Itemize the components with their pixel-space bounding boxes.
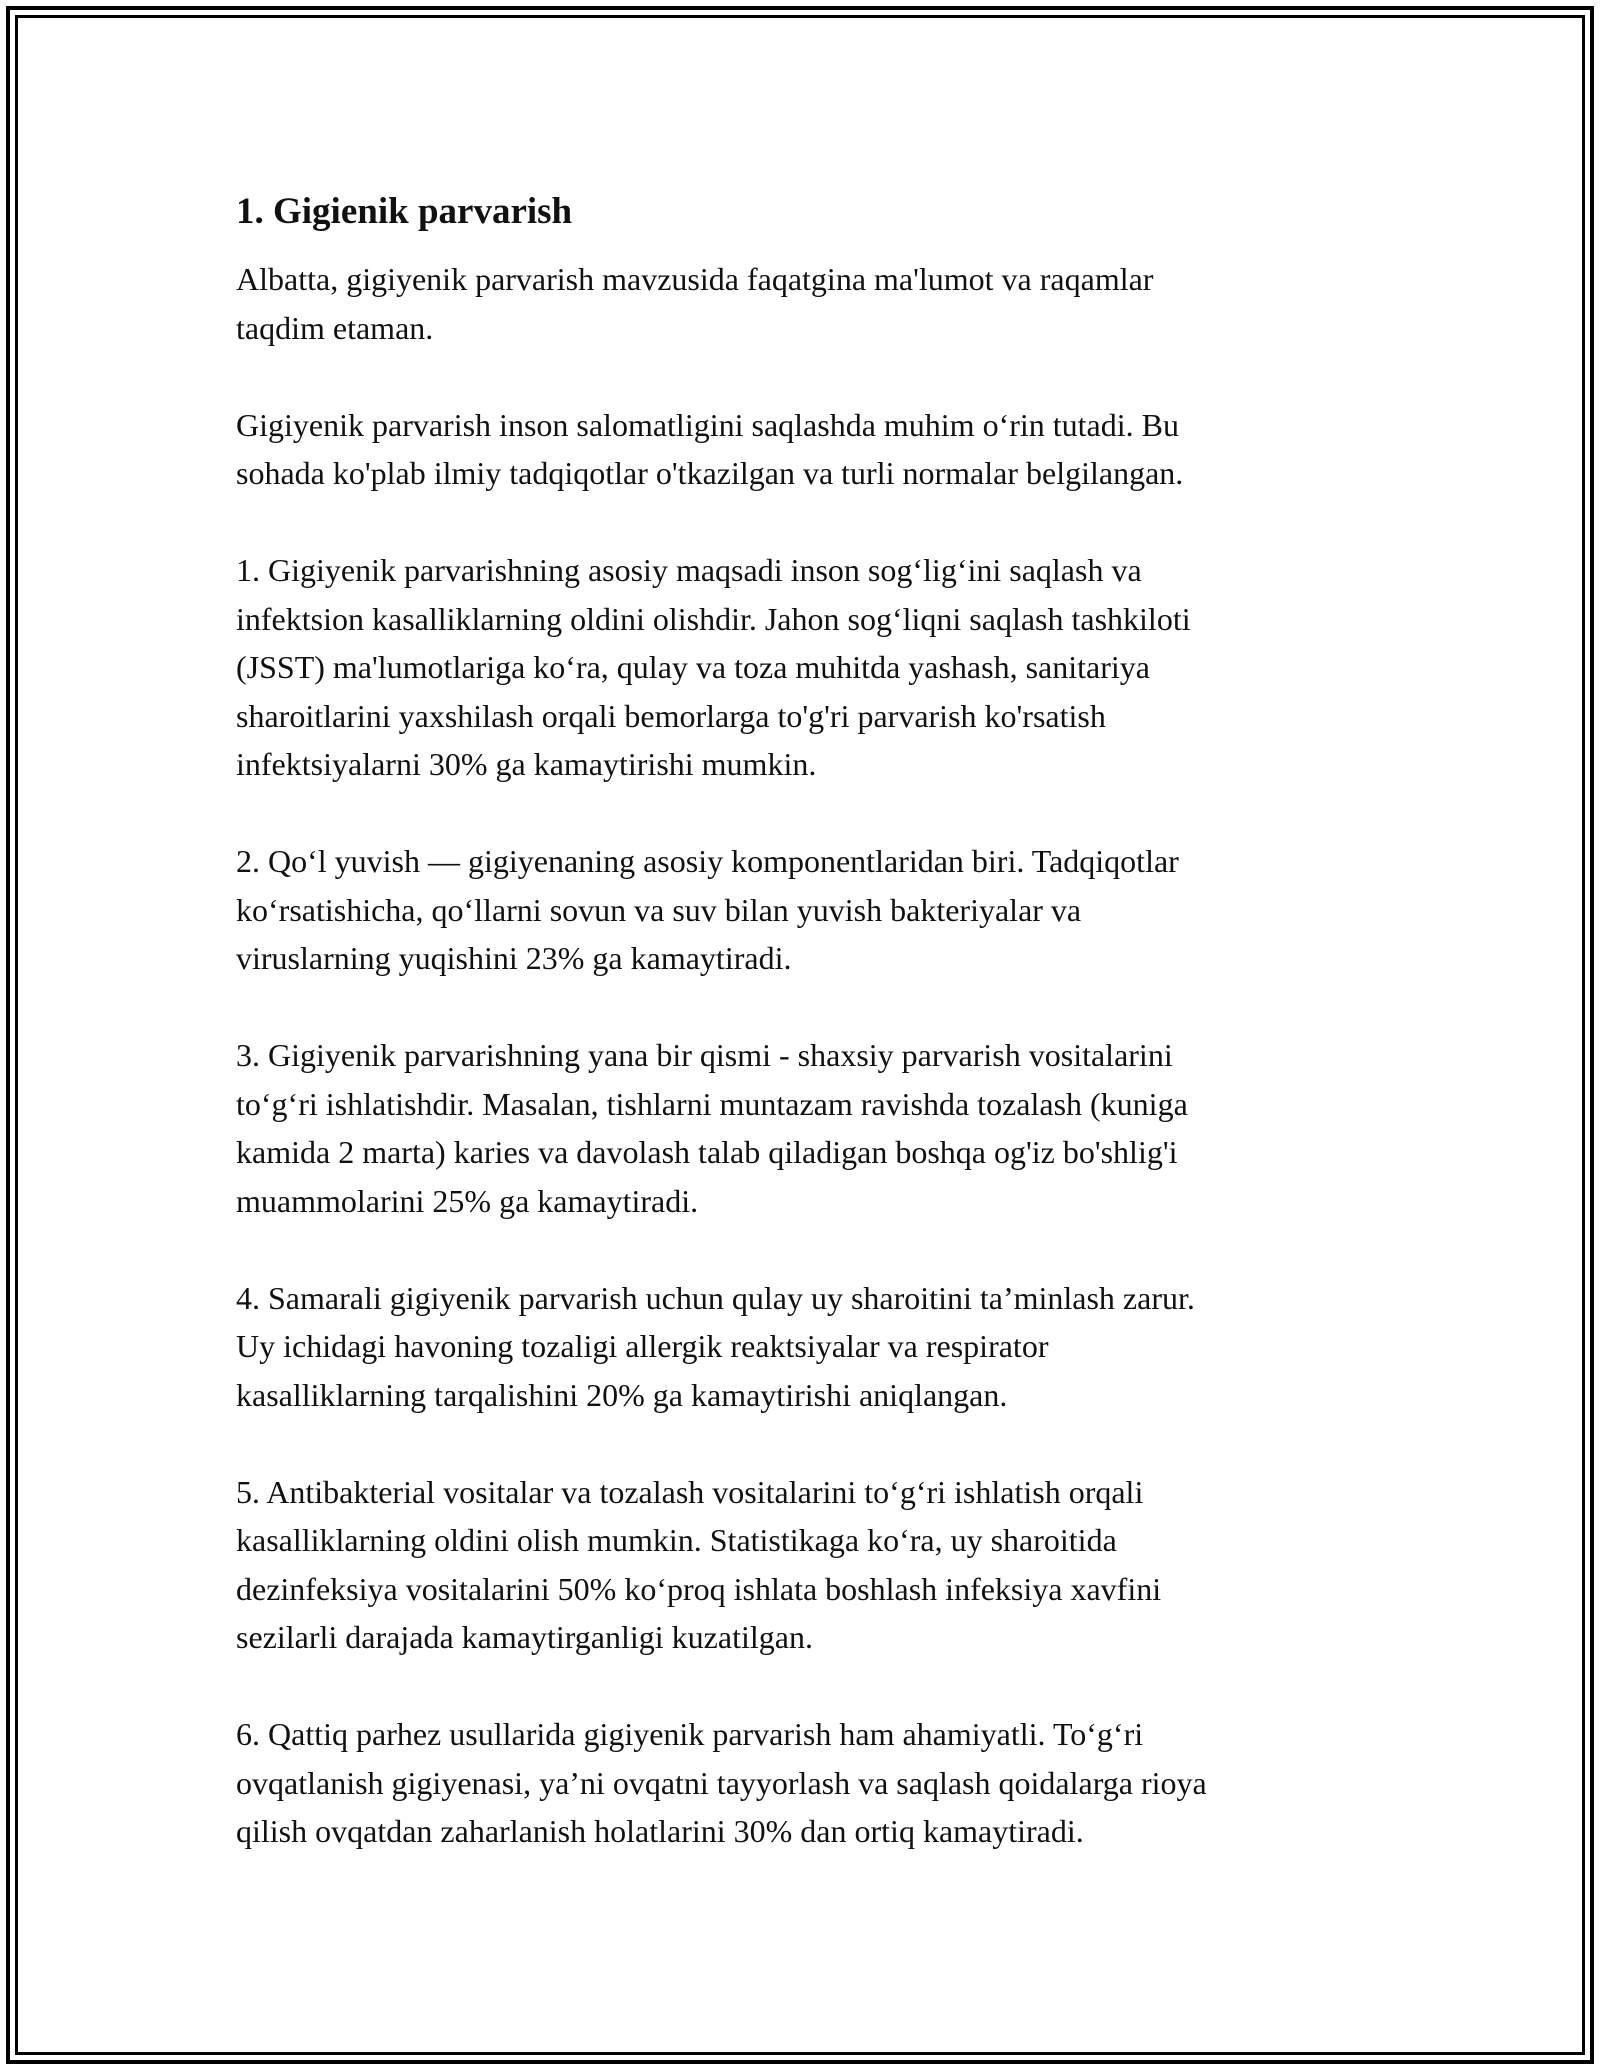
document-body — [236, 186, 1376, 1904]
point-4-paragraph: 4. Samarali gigiyenik parvarish uchun qulay uy sharoitini ta’minlash zarur. Uy ichidagi havoning tozaligi allergik reaktsiyalar va respirator kasalliklarning tarqalishini 20% ga kamaytirishi aniqlangan. — [236, 1279, 1195, 1413]
overview-paragraph: Gigiyenik parvarish inson salomatligini saqlashda muhim o‘rin tutadi. Bu sohada ko'plab ilmiy tadqiqotlar o'tkazilgan va turli normalar belgilangan. — [236, 406, 1184, 491]
intro-paragraph: Albatta, gigiyenik parvarish mavzusida faqatgina ma'lumot va raqamlar taqdim etaman. — [236, 261, 1154, 346]
point-1-paragraph: 1. Gigiyenik parvarishning asosiy maqsadi inson sog‘lig‘ini saqlash va infektsion kasalliklarning oldini olishdir. Jahon sog‘liqni saqlash tashkiloti (JSST) ma'lumotlariga ko‘ra, qulay va toza muhitda yashash, sanitariya sharoitlarini yaxshilash orqali bemorlarga to'g'ri parvarish ko'rsatish infektsiyalarni 30% ga kamaytirishi mumkin. — [236, 552, 1191, 782]
point-2-paragraph: 2. Qo‘l yuvish — gigiyenaning asosiy komponentlaridan biri. Tadqiqotlar ko‘rsatishicha, qo‘llarni sovun va suv bilan yuvish bakteriyalar va viruslarning yuqishini 23% ga kamaytiradi. — [236, 843, 1179, 976]
point-6-paragraph: 6. Qattiq parhez usullarida gigiyenik parvarish ham ahamiyatli. To‘g‘ri ovqatlanish gigiyenasi, ya’ni ovqatni tayyorlash va saqlash qoidalarga rioya qilish ovqatdan zaharlanish holatlarini 30% dan ortiq kamaytiradi. — [236, 1716, 1207, 1849]
document-title: 1. Gigienik parvarish — [236, 191, 573, 232]
point-5-paragraph: 5. Antibakterial vositalar va tozalash vositalarini to‘g‘ri ishlatish orqali kasalliklarning oldini olish mumkin. Statistikaga ko‘ra, uy sharoitida dezinfeksiya vositalarini 50% ko‘proq ishlata boshlash infeksiya xavfini sezilarli darajada kamaytirganligi kuzatilgan. — [236, 1473, 1162, 1655]
point-3-paragraph: 3. Gigiyenik parvarishning yana bir qismi - shaxsiy parvarish vositalarini to‘g‘ri ishlatishdir. Masalan, tishlarni muntazam ravishda tozalash (kuniga kamida 2 marta) karies va davolash talab qiladigan boshqa og'iz bo'shlig'i muammolarini 25% ga kamaytiradi. — [236, 1037, 1188, 1219]
